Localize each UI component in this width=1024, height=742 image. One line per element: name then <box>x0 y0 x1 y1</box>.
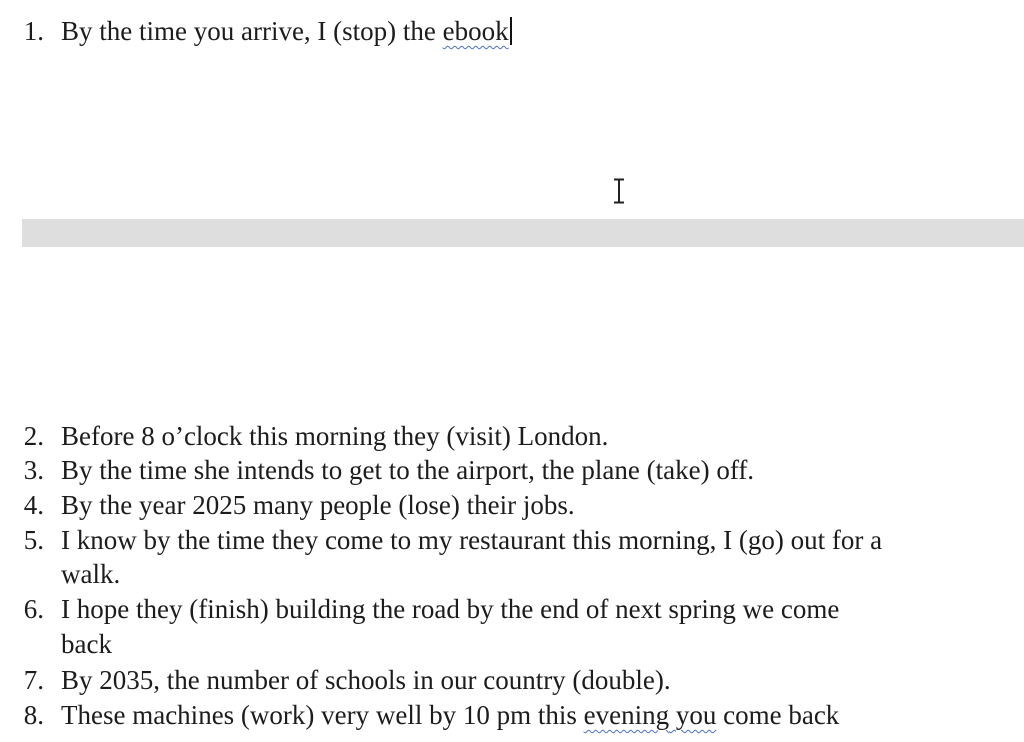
list-number: 5. <box>23 525 44 555</box>
list-item-text[interactable]: By the time she intends to get to the airport, the plane (take) off. <box>61 455 755 485</box>
text-caret <box>510 17 512 45</box>
i-beam-cursor-icon <box>612 178 626 204</box>
spellcheck-word[interactable]: you <box>675 700 717 730</box>
list-item-text[interactable]: walk. <box>61 559 121 589</box>
list-number: 3. <box>23 455 44 485</box>
spellcheck-word[interactable]: evening <box>583 700 670 730</box>
list-item-text[interactable]: back <box>61 629 112 659</box>
page-break-gap <box>22 219 1024 247</box>
list-item-text[interactable]: By 2035, the number of schools in our country (double). <box>61 665 671 695</box>
list-item-text[interactable]: I hope they (finish) building the road by the end of next spring we come <box>61 594 840 624</box>
list-number: 4. <box>23 490 44 520</box>
list-item-text[interactable]: By the year 2025 many people (lose) their jobs. <box>61 490 575 520</box>
spellcheck-space[interactable] <box>669 700 676 730</box>
spellcheck-word[interactable]: ebook <box>442 16 509 46</box>
list-number: 8. <box>23 700 44 730</box>
list-number: 2. <box>23 421 44 451</box>
list-number: 7. <box>23 665 44 695</box>
list-item-text[interactable]: Before 8 o’clock this morning they (visit) London. <box>61 421 609 451</box>
list-number: 1. <box>23 16 44 46</box>
list-number: 6. <box>23 594 44 624</box>
list-item-text[interactable]: I know by the time they come to my restaurant this morning, I (go) out for a <box>61 525 883 555</box>
list-item-text[interactable]: These machines (work) very well by 10 pm this evening you come back <box>61 700 840 730</box>
list-item-text[interactable]: By the time you arrive, I (stop) the ebook <box>61 14 512 48</box>
